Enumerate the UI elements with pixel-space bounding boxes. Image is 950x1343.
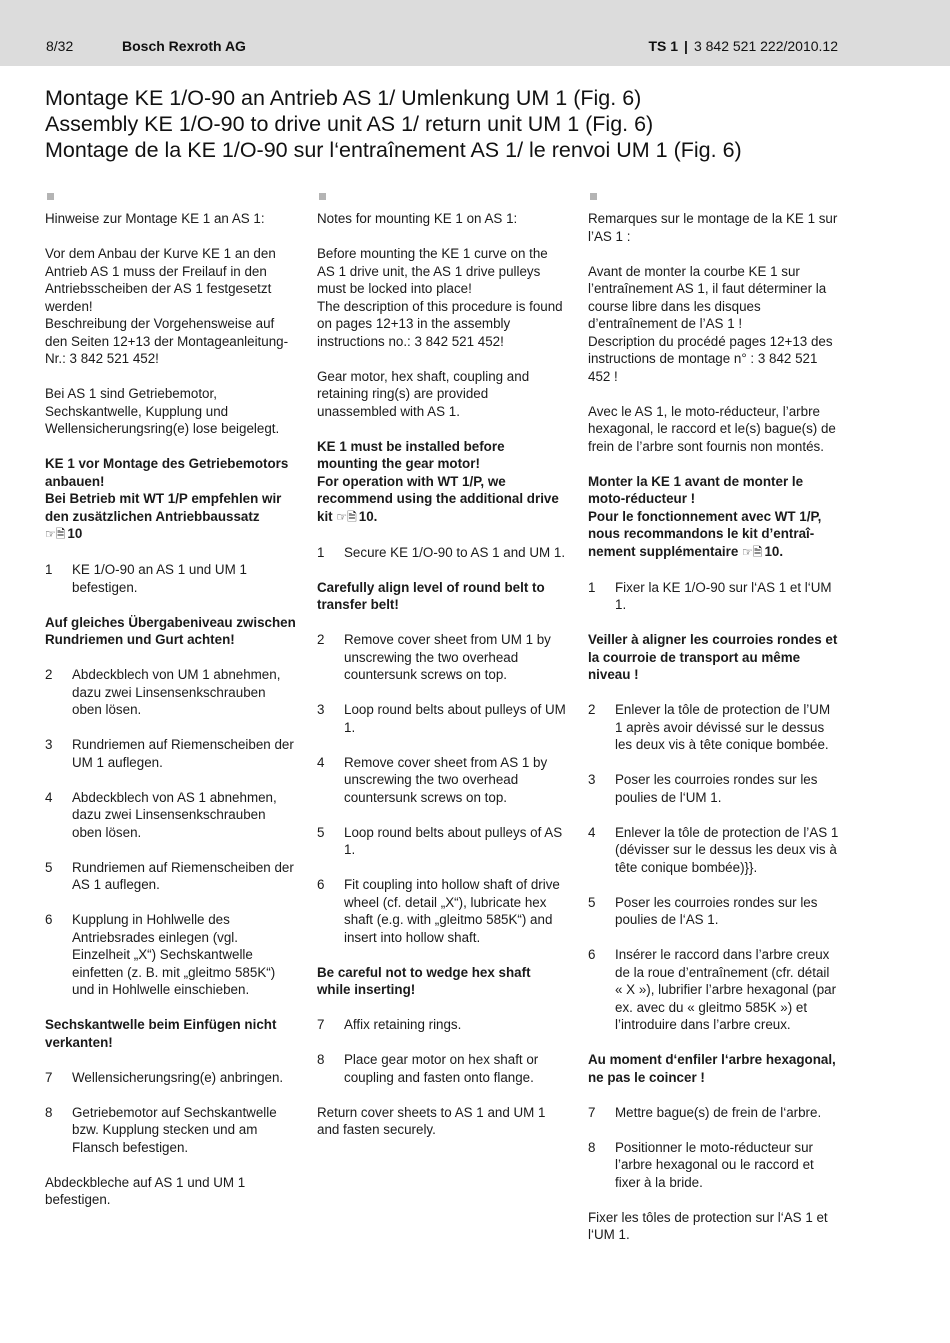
step-number: 7 <box>45 1069 53 1085</box>
reference-page-number: 10 <box>67 526 83 541</box>
step-text: Poser les courroies rondes sur les poulies de l‘AS 1. <box>615 894 818 927</box>
step-number: 2 <box>317 632 325 647</box>
page-reference <box>336 509 377 524</box>
parts-paragraph: Avec le AS 1, le moto-réducteur, l’arbre hexagonal, le raccord et le(s) bague(s) de frein de l’arbre sont fournis non montés. <box>588 403 836 454</box>
step-item <box>317 1016 567 1034</box>
step-text: Mettre bague(s) de frein de l‘arbre. <box>615 1104 822 1120</box>
step-number: 4 <box>317 754 325 770</box>
warning-text: Monter la KE 1 avant de monter le moto-réducteur ! <box>588 473 804 506</box>
warning-align: Carefully align level of round belt to transfer belt! <box>317 579 545 612</box>
reference-page-number: 10. <box>358 508 378 524</box>
notice-paragraph <box>588 263 840 386</box>
warning-text: KE 1 must be installed before mounting the gear motor! <box>317 438 505 471</box>
recommendation-text <box>45 490 297 544</box>
notice-text: Before mounting the KE 1 curve on the AS 1 drive unit, the AS 1 drive pulleys must be locked into place! <box>317 246 548 296</box>
step-item <box>45 911 297 999</box>
recommendation-body: For operation with WT 1/P, we recommend using the additional drive kit <box>317 473 559 524</box>
column-english <box>317 190 567 1156</box>
page-number: 8/32 <box>46 38 74 54</box>
step-item <box>45 789 297 842</box>
notice-reference-text: The description of this procedure is found on pages 12+13 in the assembly instructions no.: 3 842 521 452! <box>317 298 563 349</box>
step-text: Remove cover sheet from AS 1 by unscrewing the two overhead countersunk screws on top. <box>344 754 548 805</box>
step-text: Abdeckblech von AS 1 abnehmen, dazu zwei Linsensenkschrauben oben lösen. <box>72 789 277 840</box>
step-item <box>588 824 840 877</box>
parts-paragraph: Bei AS 1 sind Getriebemotor, Sechskantwelle, Kupplung und Wellensicherungsring(e) lose beigelegt. <box>45 386 280 436</box>
column-french <box>588 190 840 1261</box>
intro-text: Remarques sur le montage de la KE 1 sur l’AS 1 : <box>588 211 838 244</box>
notice-text: Vor dem Anbau der Kurve KE 1 an den Antrieb AS 1 muss der Freilauf in den Antriebsscheiben der AS 1 festgesetzt werden! <box>45 246 276 314</box>
step-number: 3 <box>317 702 325 717</box>
pointing-hand-document-icon: ☞🗎 <box>45 527 66 541</box>
step-item <box>45 666 297 719</box>
warning-hex-shaft: Be careful not to wedge hex shaft while inserting! <box>317 964 531 997</box>
step-item <box>317 876 567 946</box>
step-text: KE 1/O-90 an AS 1 und UM 1 befestigen. <box>72 562 247 595</box>
step-text: Insérer le raccord dans l’arbre creux de la roue d’entraînement (cfr. détail « X »), lubrifier l’arbre hexagonal (par ex. avec du « gleitmo 585K ») et l’introduire dans l’arbre creux. <box>615 947 837 1032</box>
closing-instruction: Fixer les tôles de protection sur l‘AS 1 et l‘UM 1. <box>588 1209 828 1242</box>
step-item <box>588 701 840 754</box>
warning-hex-shaft: Sechskantwelle beim Einfügen nicht verkanten! <box>45 1017 277 1050</box>
recommendation-text <box>317 473 567 527</box>
step-text: Remove cover sheet from UM 1 by unscrewing the two overhead countersunk screws on top. <box>344 632 551 682</box>
column-german <box>45 190 297 1226</box>
title-english: Assembly KE 1/O-90 to drive unit AS 1/ return unit UM 1 (Fig. 6) <box>45 112 654 136</box>
step-number: 8 <box>588 1139 596 1155</box>
step-text: Getriebemotor auf Sechskantwelle bzw. Kupplung stecken und am Flansch befestigen. <box>72 1104 277 1155</box>
step-number: 5 <box>588 894 596 910</box>
pointing-hand-document-icon: ☞🗎 <box>742 544 763 559</box>
step-item <box>317 1051 567 1086</box>
recommendation-body: Pour le fonctionnement avec WT 1/P, nous recommandons le kit d’entraî-nement supplémentaire <box>588 508 822 559</box>
step-text: Poser les courroies rondes sur les poulies de l‘UM 1. <box>615 772 818 805</box>
section-marker-icon <box>319 193 326 200</box>
step-number: 1 <box>317 544 325 560</box>
header-separator: | <box>684 38 688 54</box>
section-marker-icon <box>47 193 54 200</box>
warning-install-first <box>588 473 840 562</box>
warning-align: Veiller à aligner les courroies rondes et la courroie de transport au même niveau ! <box>588 632 838 682</box>
step-number: 2 <box>588 702 596 717</box>
recommendation-text <box>588 508 840 562</box>
warning-align: Auf gleiches Übergabeniveau zwischen Rundriemen und Gurt achten! <box>45 614 296 647</box>
section-marker-icon <box>590 193 597 200</box>
recommendation-body: Bei Betrieb mit WT 1/P empfehlen wir den zusätzlichen Antriebbaussatz <box>45 491 282 524</box>
step-text: Rundriemen auf Riemenscheiben der UM 1 auflegen. <box>72 737 294 770</box>
step-item <box>317 824 567 859</box>
notice-reference-text: Beschreibung der Vorgehensweise auf den Seiten 12+13 der Montageanleitung-Nr.: 3 842 521 452! <box>45 316 289 366</box>
step-number: 6 <box>317 877 325 892</box>
page-title <box>45 85 742 163</box>
step-text: Affix retaining rings. <box>344 1017 462 1032</box>
step-item <box>45 1104 297 1157</box>
step-number: 6 <box>588 947 596 962</box>
step-item <box>317 754 567 807</box>
page-reference <box>742 544 783 559</box>
step-text: Enlever la tôle de protection de l’AS 1 (dévisser sur le dessus les deux vis à tête conique bombée)}}. <box>615 824 839 875</box>
warning-hex-shaft: Au moment d‘enfiler l‘arbre hexagonal, ne pas le coincer ! <box>588 1052 836 1085</box>
step-number: 5 <box>45 859 53 875</box>
step-number: 1 <box>588 579 596 595</box>
notice-paragraph <box>45 245 297 368</box>
step-number: 7 <box>317 1017 325 1032</box>
notice-paragraph <box>317 245 567 350</box>
page-reference <box>45 526 82 541</box>
step-text: Positionner le moto-réducteur sur l’arbre hexagonal ou le raccord et fixer à la bride. <box>615 1139 814 1190</box>
step-item <box>317 701 567 736</box>
notice-reference-text: Description du procédé pages 12+13 des instructions de montage n° : 3 842 521 452 ! <box>588 333 833 384</box>
parts-paragraph: Gear motor, hex shaft, coupling and retaining ring(s) are provided unassembled with AS 1. <box>317 368 530 419</box>
company-name: Bosch Rexroth AG <box>122 38 246 54</box>
step-text: Secure KE 1/O-90 to AS 1 and UM 1. <box>344 544 566 560</box>
step-item <box>45 1069 297 1087</box>
notice-text: Avant de monter la courbe KE 1 sur l’entraînement AS 1, il faut déterminer la course libre dans les disques d’entraînement de l’AS 1 ! <box>588 263 827 331</box>
intro-text: Notes for mounting KE 1 on AS 1: <box>317 211 518 226</box>
warning-install-first <box>45 455 297 544</box>
step-number: 3 <box>588 772 596 787</box>
step-number: 6 <box>45 912 53 927</box>
step-text: Fixer la KE 1/O-90 sur l‘AS 1 et l‘UM 1. <box>615 579 832 612</box>
step-text: Place gear motor on hex shaft or coupling and fasten onto flange. <box>344 1052 539 1085</box>
step-item <box>45 561 297 596</box>
step-text: Enlever la tôle de protection de l’UM 1 après avoir dévissé sur le dessus les deux vis à tête conique bombée. <box>615 702 831 752</box>
step-item <box>317 544 567 562</box>
reference-page-number: 10. <box>764 543 784 559</box>
step-text: Abdeckblech von UM 1 abnehmen, dazu zwei Linsensenkschrauben oben lösen. <box>72 667 281 717</box>
step-number: 8 <box>45 1104 53 1120</box>
step-text: Fit coupling into hollow shaft of drive wheel (cf. detail „X“), lubricate hex shaft (e.g. with „gleitmo 585K“) and insert into hollow shaft. <box>344 877 560 945</box>
step-item <box>45 859 297 894</box>
step-number: 7 <box>588 1104 596 1120</box>
step-number: 4 <box>45 789 53 805</box>
step-item <box>588 946 840 1034</box>
step-item <box>588 1104 840 1122</box>
warning-install-first <box>317 438 567 527</box>
pointing-hand-document-icon: ☞🗎 <box>336 509 357 524</box>
warning-text: KE 1 vor Montage des Getriebemotors anbauen! <box>45 456 289 489</box>
document-number: 3 842 521 222/2010.12 <box>693 38 838 54</box>
step-text: Loop round belts about pulleys of AS 1. <box>344 824 563 857</box>
step-text: Wellensicherungsring(e) anbringen. <box>72 1069 284 1085</box>
step-item <box>588 771 840 806</box>
title-french: Montage de la KE 1/O-90 sur l‘entraînement AS 1/ le renvoi UM 1 (Fig. 6) <box>45 138 742 162</box>
intro-text: Hinweise zur Montage KE 1 an AS 1: <box>45 211 265 226</box>
step-item <box>45 736 297 771</box>
document-code: TS 1 <box>648 38 679 54</box>
closing-instruction: Return cover sheets to AS 1 and UM 1 and fasten securely. <box>317 1104 546 1137</box>
step-text: Kupplung in Hohlwelle des Antriebsrades einlegen (vgl. Einzelheit „X“) Sechskantwelle einfetten (z. B. mit „gleitmo 585K“) und in Hohlwelle einschieben. <box>72 912 276 997</box>
step-number: 8 <box>317 1052 325 1067</box>
document-reference <box>648 38 838 54</box>
step-item <box>588 1139 840 1192</box>
step-number: 5 <box>317 824 325 840</box>
step-item <box>588 894 840 929</box>
title-german: Montage KE 1/O-90 an Antrieb AS 1/ Umlenkung UM 1 (Fig. 6) <box>45 86 642 110</box>
closing-instruction: Abdeckbleche auf AS 1 und UM 1 befestigen. <box>45 1174 246 1207</box>
step-number: 3 <box>45 737 53 752</box>
step-text: Rundriemen auf Riemenscheiben der AS 1 auflegen. <box>72 859 294 892</box>
step-text: Loop round belts about pulleys of UM 1. <box>344 702 566 735</box>
step-number: 2 <box>45 667 53 682</box>
step-item <box>588 579 840 614</box>
step-number: 1 <box>45 562 53 577</box>
step-item <box>317 631 567 684</box>
step-number: 4 <box>588 824 596 840</box>
page-header <box>0 0 950 66</box>
